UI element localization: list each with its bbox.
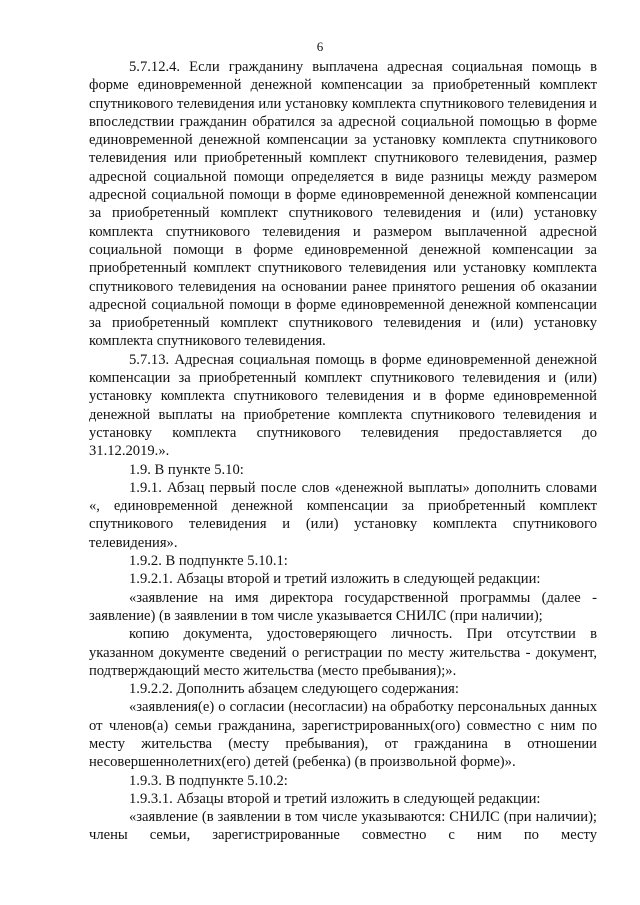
paragraph-quote-application: «заявление на имя директора государственной программы (далее - заявление) (в заявлении в том числе указывается СНИЛС (при наличии);: [89, 589, 597, 624]
paragraph-5-7-13: 5.7.13. Адресная социальная помощь в форме единовременной денежной компенсации за приобретенный комплект спутникового телевидения и (или) установку комплекта спутникового телевидения и в форме единовременной денежной выплаты на приобретение комплекта спутникового телевидения и установку комплекта спутникового телевидения предоставляется до 31.12.2019.».: [89, 351, 597, 460]
paragraph-1-9-3-1: 1.9.3.1. Абзацы второй и третий изложить в следующей редакции:: [129, 790, 541, 807]
paragraph-1-9-2-1: 1.9.2.1. Абзацы второй и третий изложить в следующей редакции:: [129, 571, 541, 588]
paragraph-1-9-3: 1.9.3. В подпункте 5.10.2:: [129, 772, 288, 789]
paragraph-quote-consent: «заявления(е) о согласии (несогласии) на обработку персональных данных от членов(а) семьи гражданина, зарегистрированных(ого) совместно с ним по месту жительства (месту пребывания), от гражданина в отношении несовершеннолетних(его) детей (ребенка) (в произвольной форме)».: [89, 699, 597, 771]
paragraph-1-9-2: 1.9.2. В подпункте 5.10.1:: [129, 553, 288, 570]
paragraph-quote-identity-document: копию документа, удостоверяющего личность. При отсутствии в указанном документе сведений о регистрации по месту жительства - документ, подтверждающий место жительства (место пребывания);».: [89, 626, 597, 679]
page-number: 6: [316, 39, 324, 54]
paragraph-5-7-12-4: 5.7.12.4. Если гражданину выплачена адресная социальная помощь в форме единовременной денежной компенсации за приобретенный комплект спутникового телевидения или установку комплекта спутникового телевидения и впоследствии гражданин обратился за адресной социальной помощью в форме единовременной денежной компенсации за установку комплекта спутникового телевидения или приобретенный комплект спутникового телевидения, размер адресной социальной помощи определяется в виде разницы между размером адресной социальной помощи в форме единовременной денежной компенсации за приобретенный комплект спутникового телевидения и (или) установку комплекта спутникового телевидения и размером выплаченной адресной социальной помощи в форме единовременной денежной компенсации за приобретенный комплект спутникового телевидения или установку комплекта спутникового телевидения на основании ранее принятого решения об оказании адресной социальной помощи в форме единовременной денежной компенсации за приобретенный комплект спутникового телевидения и (или) установку комплекта спутникового телевидения.: [89, 59, 597, 350]
paragraph-1-9-2-2: 1.9.2.2. Дополнить абзацем следующего содержания:: [129, 681, 459, 698]
paragraph-1-9-1: 1.9.1. Абзац первый после слов «денежной выплаты» дополнить словами «, единовременной денежной компенсации за приобретенный комплект спутникового телевидения и (или) установку комплекта спутникового телевидения».: [89, 479, 597, 551]
document-body: [89, 58, 597, 845]
paragraph-quote-application-continued: «заявление (в заявлении в том числе указываются: СНИЛС (при наличии); члены семьи, зарегистрированные совместно с ним по месту: [89, 809, 597, 844]
paragraph-1-9: 1.9. В пункте 5.10:: [129, 461, 244, 478]
